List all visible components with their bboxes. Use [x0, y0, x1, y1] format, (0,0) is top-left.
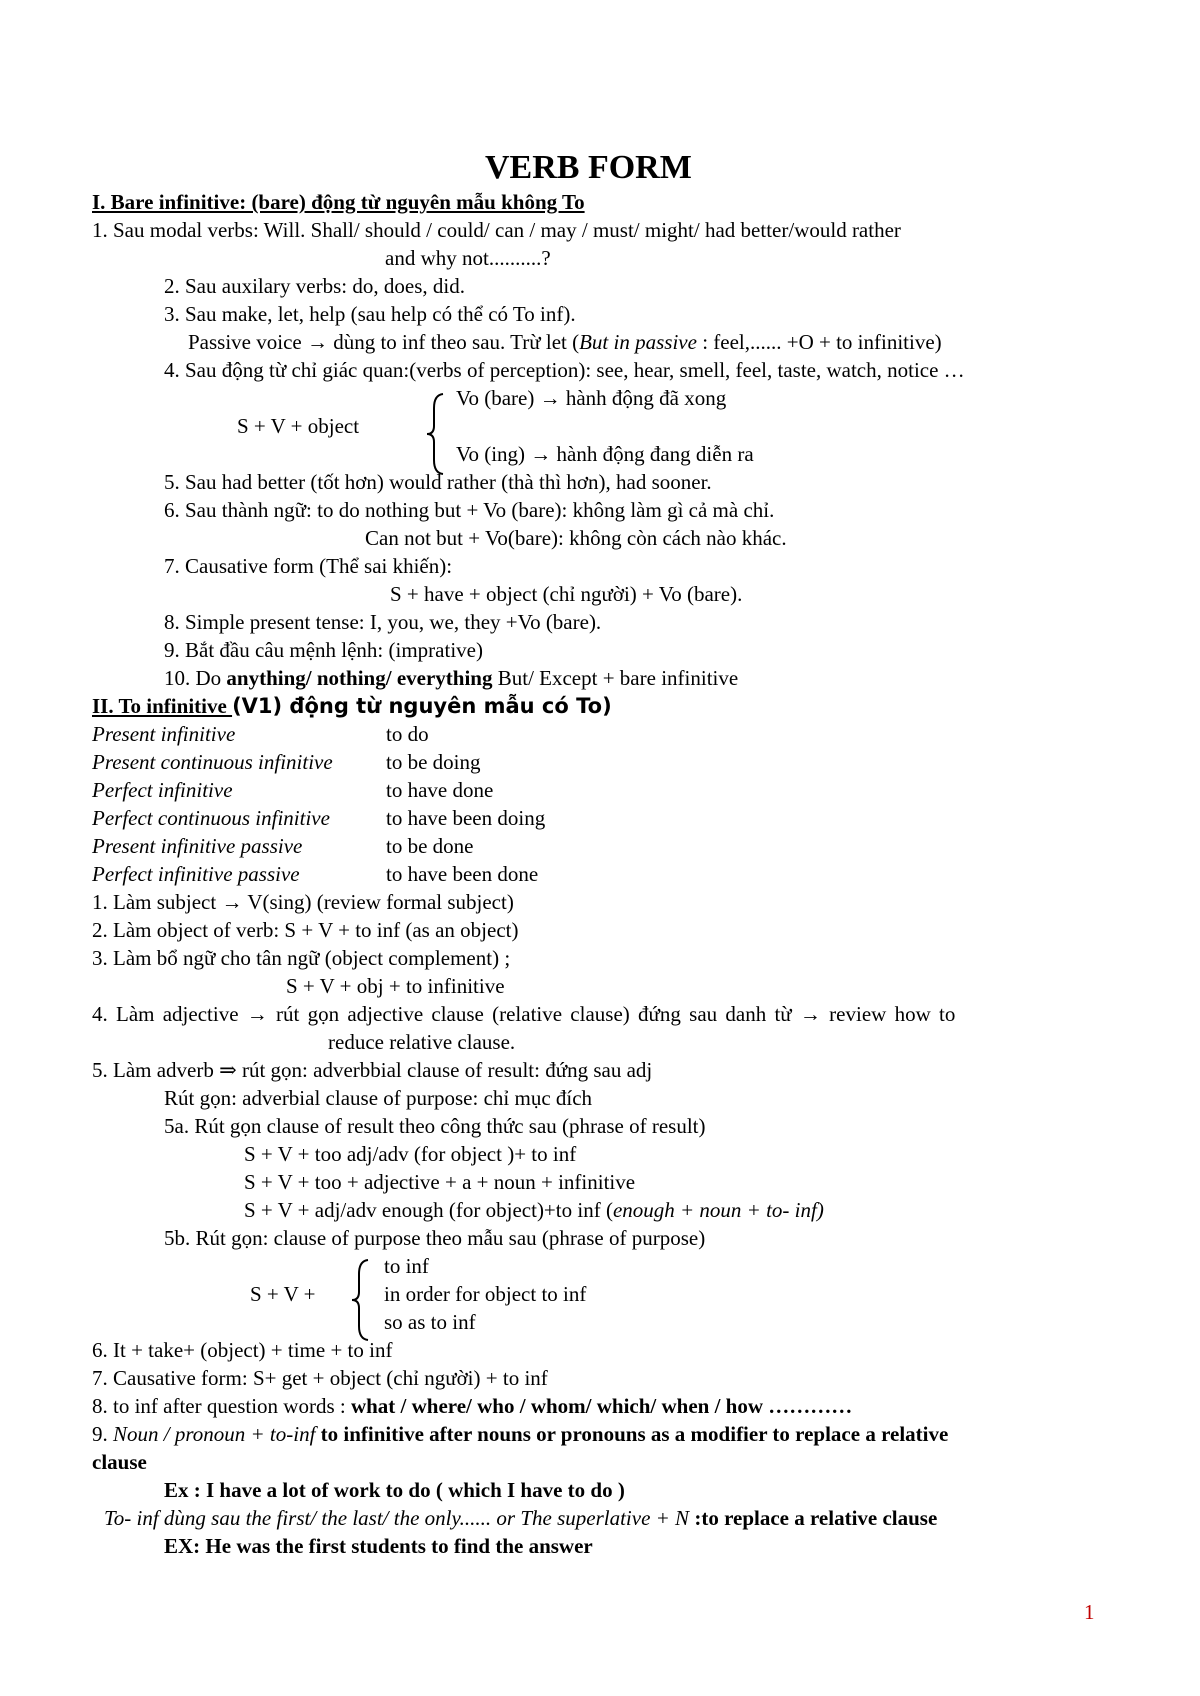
curly-brace-icon — [425, 392, 447, 476]
s2-use5a-f1: S + V + too adj/adv (for object )+ to inf — [244, 1142, 577, 1166]
form-value: to have done — [386, 778, 494, 802]
s1-item3: 3. Sau make, let, help (sau help có thể có To inf). — [164, 302, 576, 326]
form-name: Present infinitive passive — [92, 834, 303, 858]
s1-item3-passive-post: : feel,...... +O + to infinitive) — [696, 330, 942, 354]
s2-use7: 7. Causative form: S+ get + object (chỉ người) + to inf — [92, 1366, 548, 1390]
form-value: to do — [386, 722, 429, 746]
form-name: Perfect continuous infinitive — [92, 806, 330, 830]
s2-use5a-f3-italic: enough + noun + to- inf) — [612, 1198, 824, 1222]
s2-toinf-italic: To- inf dùng sau the first/ the last/ the only...... or The superlative + N — [104, 1506, 690, 1530]
s2-toinf-bold: :to replace a relative clause — [689, 1506, 938, 1530]
s2-use3-formula: S + V + obj + to infinitive — [286, 974, 505, 998]
s2-use8-bold: what / where/ who / whom/ which/ when / how ………… — [350, 1394, 853, 1418]
s1-item4: 4. Sau động từ chỉ giác quan:(verbs of perception): see, hear, smell, feel, taste, watch, notice … — [164, 358, 965, 382]
s1-item6: 6. Sau thành ngữ: to do nothing but + Vo (bare): không làm gì cả mà chỉ. — [164, 498, 775, 522]
s1-item3-passive — [188, 328, 942, 356]
s2-purpose-opt: so as to inf — [384, 1310, 476, 1334]
section2-heading-rest: (V1) động từ nguyên mẫu có To) — [232, 694, 612, 718]
s2-use5: 5. Làm adverb ⇒ rút gọn: adverbbial clause of result: đứng sau adj — [92, 1058, 653, 1082]
s1-item1-cont: and why not..........? — [385, 246, 551, 270]
section2-heading-underlined: II. To infinitive — [92, 694, 233, 718]
form-value: to be doing — [386, 750, 481, 774]
s2-example1: Ex : I have a lot of work to do ( which I have to do ) — [164, 1478, 625, 1502]
s2-use2: 2. Làm object of verb: S + V + to inf (as an object) — [92, 918, 519, 942]
s1-item2: 2. Sau auxilary verbs: do, does, did. — [164, 274, 465, 298]
s1-formula-left: S + V + object — [237, 414, 360, 438]
s2-use8-pre: 8. to inf after question words : — [92, 1394, 351, 1418]
s1-item10-bold: anything/ nothing/ everything — [226, 666, 493, 690]
s1-formula-opt2: Vo (ing) → hành động đang diễn ra — [456, 442, 754, 466]
s1-item10-pre: 10. Do — [164, 666, 227, 690]
form-name: Perfect infinitive — [92, 778, 233, 802]
section1-heading: I. Bare infinitive: (bare) động từ nguyên mẫu không To — [92, 190, 585, 214]
s1-item9: 9. Bắt đầu câu mệnh lệnh: (imprative) — [164, 638, 483, 662]
s2-toinf-note — [104, 1504, 937, 1532]
s2-use9-italic: Noun / pronoun + to-inf — [113, 1422, 316, 1446]
s2-use9 — [92, 1420, 948, 1448]
s1-item1: 1. Sau modal verbs: Will. Shall/ should / could/ can / may / must/ might/ had better/would rather — [92, 218, 901, 242]
s2-use5a-f3 — [244, 1196, 824, 1224]
s1-item6-cont: Can not but + Vo(bare): không còn cách nào khác. — [365, 526, 787, 550]
s1-item3-passive-pre: Passive voice → dùng to inf theo sau. Trừ let ( — [188, 330, 580, 354]
s2-use4: 4. Làm adjective → rút gọn adjective clause (relative clause) đứng sau danh từ → review how to — [92, 1002, 956, 1026]
s2-use4-cont: reduce relative clause. — [328, 1030, 516, 1054]
s1-item10 — [164, 664, 738, 692]
s2-use5a-f3-pre: S + V + adj/adv enough (for object)+to inf ( — [244, 1198, 613, 1222]
s2-purpose-opt: to inf — [384, 1254, 429, 1278]
form-value: to have been doing — [386, 806, 546, 830]
form-value: to be done — [386, 834, 474, 858]
s2-purpose-opt: in order for object to inf — [384, 1282, 587, 1306]
s2-use6: 6. It + take+ (object) + time + to inf — [92, 1338, 393, 1362]
s2-use5b: 5b. Rút gọn: clause of purpose theo mẫu sau (phrase of purpose) — [164, 1226, 706, 1250]
s1-item8: 8. Simple present tense: I, you, we, they +Vo (bare). — [164, 610, 602, 634]
s2-purpose-left: S + V + — [250, 1282, 316, 1306]
s1-item10-post: But/ Except + bare infinitive — [492, 666, 739, 690]
s2-use9-bold: to infinitive after nouns or pronouns as a modifier to replace a relative — [315, 1422, 949, 1446]
s2-use1: 1. Làm subject → V(sing) (review formal subject) — [92, 890, 514, 914]
s2-use5a-f2: S + V + too + adjective + a + noun + infinitive — [244, 1170, 636, 1194]
form-name: Present continuous infinitive — [92, 750, 333, 774]
s2-example2: EX: He was the first students to find the answer — [164, 1534, 593, 1558]
s2-use9-cont: clause — [92, 1450, 147, 1474]
s2-use5-b: Rút gọn: adverbial clause of purpose: chỉ mục đích — [164, 1086, 593, 1110]
form-name: Present infinitive — [92, 722, 236, 746]
s1-item5: 5. Sau had better (tốt hơn) would rather (thà thì hơn), had sooner. — [164, 470, 712, 494]
s1-formula-opt1: Vo (bare) → hành động đã xong — [456, 386, 727, 410]
section2-heading — [92, 692, 612, 720]
s2-use9-pre: 9. — [92, 1422, 113, 1446]
s1-item7: 7. Causative form (Thể sai khiến): — [164, 554, 453, 578]
page-title: VERB FORM — [485, 149, 692, 186]
s1-item3-passive-italic: But in passive — [579, 330, 697, 354]
page-number: 1 — [1084, 1600, 1095, 1624]
s2-use8 — [92, 1392, 852, 1420]
s2-use5a: 5a. Rút gọn clause of result theo công thức sau (phrase of result) — [164, 1114, 706, 1138]
form-value: to have been done — [386, 862, 539, 886]
s1-item7-cont: S + have + object (chỉ người) + Vo (bare). — [390, 582, 743, 606]
form-name: Perfect infinitive passive — [92, 862, 300, 886]
s2-use3: 3. Làm bổ ngữ cho tân ngữ (object complement) ; — [92, 946, 511, 970]
curly-brace-icon — [350, 1258, 372, 1342]
